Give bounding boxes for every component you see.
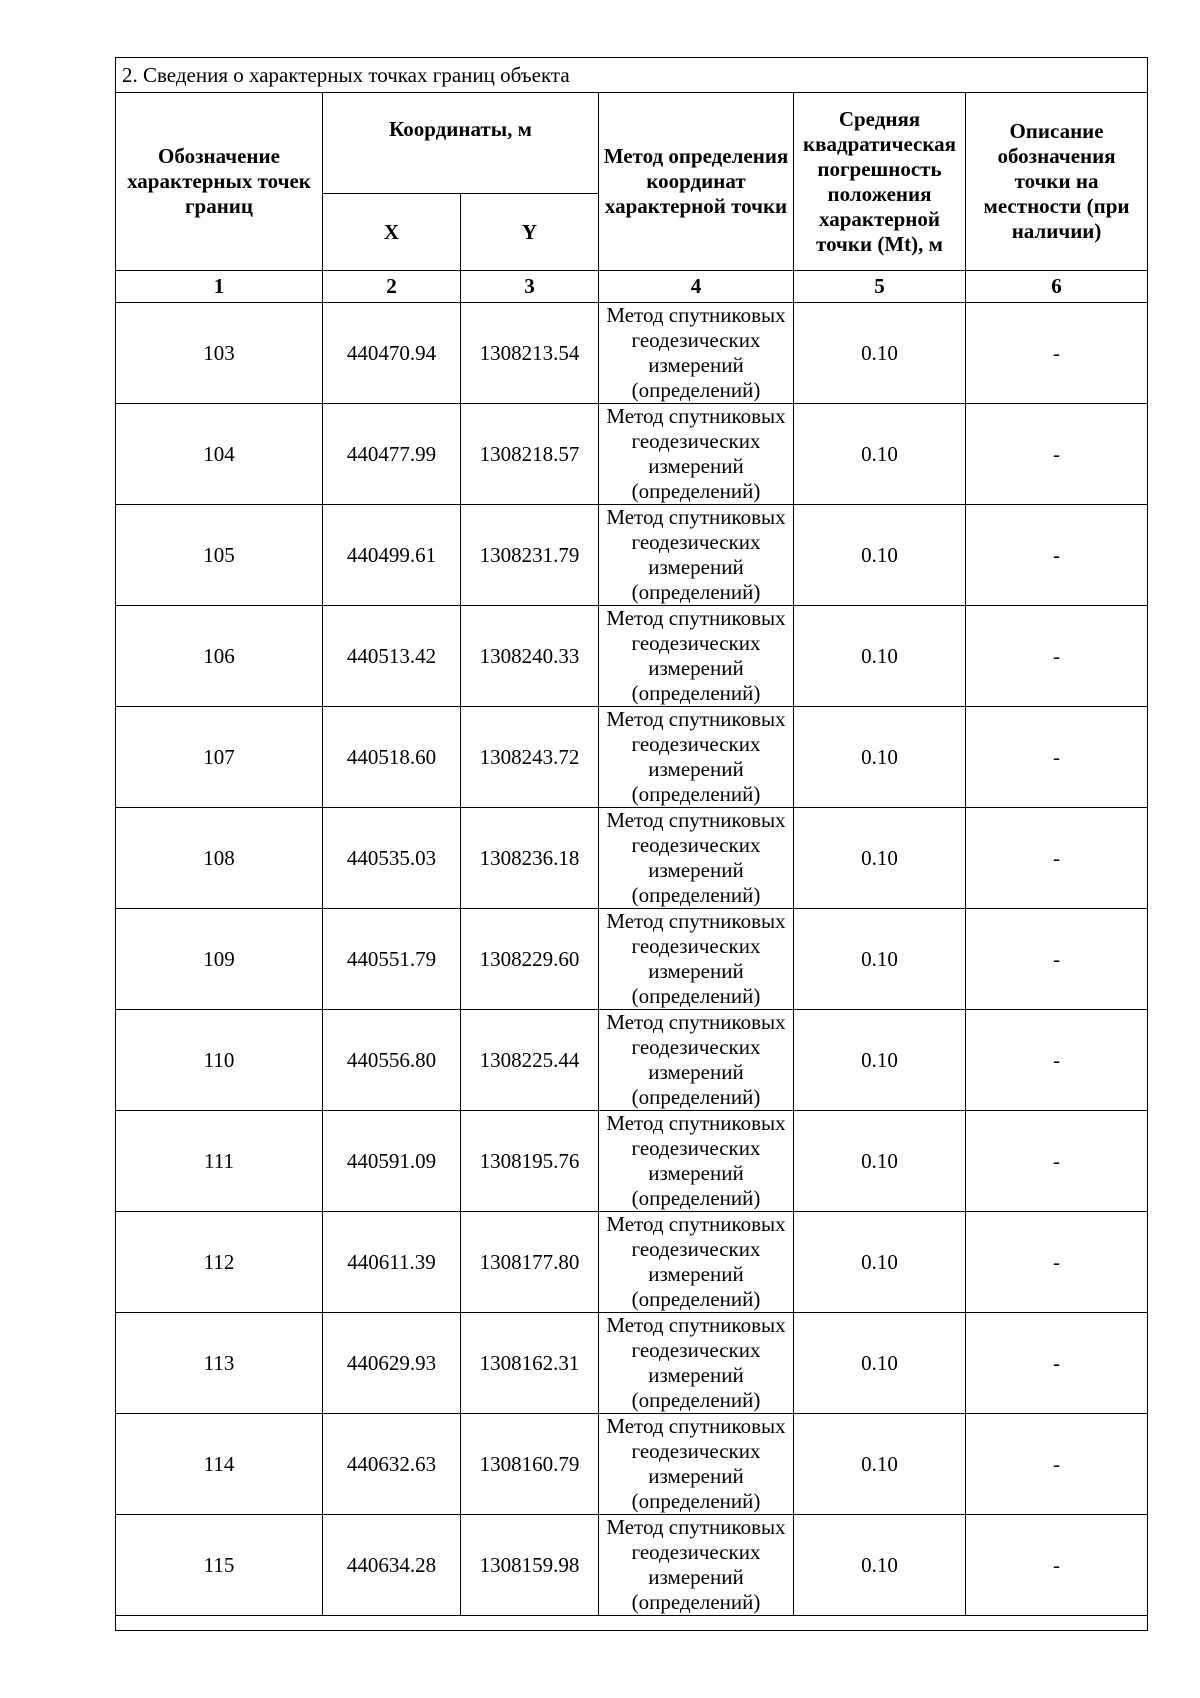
x-coordinate-cell: 440634.28 [323,1515,461,1616]
method-cell: Метод спутниковых геодезических измерений (определений) [599,1111,794,1212]
x-coordinate-cell: 440513.42 [323,606,461,707]
method-cell: Метод спутниковых геодезических измерений (определений) [599,1212,794,1313]
header-coordinates: Координаты, м [323,93,599,194]
point-id-cell: 105 [116,505,323,606]
header-x: X [323,194,461,271]
x-coordinate-cell: 440535.03 [323,808,461,909]
method-cell: Метод спутниковых геодезических измерений (определений) [599,505,794,606]
y-coordinate-cell: 1308160.79 [461,1414,599,1515]
description-cell: - [966,505,1148,606]
mean-error-cell: 0.10 [794,707,966,808]
table-row [116,1212,1148,1313]
method-cell: Метод спутниковых геодезических измерений (определений) [599,606,794,707]
mean-error-cell: 0.10 [794,505,966,606]
y-coordinate-cell: 1308213.54 [461,303,599,404]
x-coordinate-cell: 440499.61 [323,505,461,606]
y-coordinate-cell: 1308159.98 [461,1515,599,1616]
description-cell: - [966,1010,1148,1111]
header-designation: Обозначение характерных точек границ [116,93,323,271]
mean-error-cell: 0.10 [794,404,966,505]
header-method: Метод определения координат характерной точки [599,93,794,271]
y-coordinate-cell: 1308218.57 [461,404,599,505]
column-number-3: 3 [461,271,599,303]
y-coordinate-cell: 1308225.44 [461,1010,599,1111]
table-row [116,1313,1148,1414]
y-coordinate-cell: 1308243.72 [461,707,599,808]
y-coordinate-cell: 1308229.60 [461,909,599,1010]
description-cell: - [966,303,1148,404]
method-cell: Метод спутниковых геодезических измерений (определений) [599,303,794,404]
mean-error-cell: 0.10 [794,303,966,404]
description-cell: - [966,404,1148,505]
table-body [116,303,1148,1631]
table-row [116,808,1148,909]
x-coordinate-cell: 440551.79 [323,909,461,1010]
method-cell: Метод спутниковых геодезических измерений (определений) [599,404,794,505]
x-coordinate-cell: 440611.39 [323,1212,461,1313]
mean-error-cell: 0.10 [794,1111,966,1212]
table-footer-row [116,1616,1148,1631]
x-coordinate-cell: 440556.80 [323,1010,461,1111]
description-cell: - [966,808,1148,909]
point-id-cell: 104 [116,404,323,505]
column-number-4: 4 [599,271,794,303]
point-id-cell: 110 [116,1010,323,1111]
column-number-2: 2 [323,271,461,303]
x-coordinate-cell: 440470.94 [323,303,461,404]
table-row [116,1414,1148,1515]
y-coordinate-cell: 1308195.76 [461,1111,599,1212]
description-cell: - [966,1212,1148,1313]
point-id-cell: 106 [116,606,323,707]
point-id-cell: 113 [116,1313,323,1414]
mean-error-cell: 0.10 [794,1414,966,1515]
y-coordinate-cell: 1308240.33 [461,606,599,707]
y-coordinate-cell: 1308236.18 [461,808,599,909]
x-coordinate-cell: 440591.09 [323,1111,461,1212]
table-row [116,303,1148,404]
column-numbers-row [116,271,1148,303]
x-coordinate-cell: 440632.63 [323,1414,461,1515]
mean-error-cell: 0.10 [794,808,966,909]
mean-error-cell: 0.10 [794,1212,966,1313]
description-cell: - [966,909,1148,1010]
table-row [116,606,1148,707]
method-cell: Метод спутниковых геодезических измерений (определений) [599,1515,794,1616]
method-cell: Метод спутниковых геодезических измерений (определений) [599,909,794,1010]
table-row [116,909,1148,1010]
header-y: Y [461,194,599,271]
description-cell: - [966,1414,1148,1515]
method-cell: Метод спутниковых геодезических измерений (определений) [599,808,794,909]
section-title: 2. Сведения о характерных точках границ объекта [116,58,1148,93]
point-id-cell: 112 [116,1212,323,1313]
y-coordinate-cell: 1308231.79 [461,505,599,606]
point-id-cell: 109 [116,909,323,1010]
mean-error-cell: 0.10 [794,606,966,707]
point-id-cell: 103 [116,303,323,404]
boundary-points-table [115,57,1148,1631]
mean-error-cell: 0.10 [794,1010,966,1111]
method-cell: Метод спутниковых геодезических измерений (определений) [599,1414,794,1515]
point-id-cell: 107 [116,707,323,808]
table-row [116,1010,1148,1111]
description-cell: - [966,606,1148,707]
y-coordinate-cell: 1308162.31 [461,1313,599,1414]
x-coordinate-cell: 440518.60 [323,707,461,808]
table-footer-cell [116,1616,1148,1631]
column-number-1: 1 [116,271,323,303]
y-coordinate-cell: 1308177.80 [461,1212,599,1313]
x-coordinate-cell: 440477.99 [323,404,461,505]
description-cell: - [966,707,1148,808]
point-id-cell: 108 [116,808,323,909]
table-row [116,1111,1148,1212]
x-coordinate-cell: 440629.93 [323,1313,461,1414]
point-id-cell: 111 [116,1111,323,1212]
mean-error-cell: 0.10 [794,1313,966,1414]
table-row [116,1515,1148,1616]
method-cell: Метод спутниковых геодезических измерений (определений) [599,1313,794,1414]
table-row [116,707,1148,808]
point-id-cell: 115 [116,1515,323,1616]
point-id-cell: 114 [116,1414,323,1515]
method-cell: Метод спутниковых геодезических измерений (определений) [599,707,794,808]
document-sheet [115,57,1147,1631]
description-cell: - [966,1515,1148,1616]
column-number-6: 6 [966,271,1148,303]
header-mean-error: Средняя квадратическая погрешность положения характерной точки (Mt), м [794,93,966,271]
mean-error-cell: 0.10 [794,1515,966,1616]
description-cell: - [966,1111,1148,1212]
table-row [116,505,1148,606]
mean-error-cell: 0.10 [794,909,966,1010]
header-description: Описание обозначения точки на местности (при наличии) [966,93,1148,271]
table-row [116,404,1148,505]
method-cell: Метод спутниковых геодезических измерений (определений) [599,1010,794,1111]
description-cell: - [966,1313,1148,1414]
column-number-5: 5 [794,271,966,303]
